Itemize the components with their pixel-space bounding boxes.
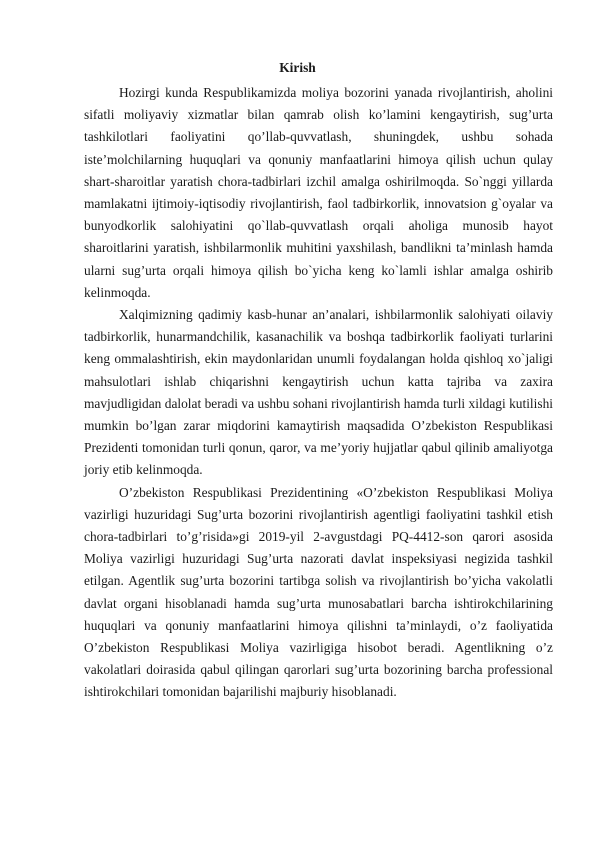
paragraph-3: O’zbekiston Respublikasi Prezidentining «O’zbekiston Respublikasi Moliya vazirligi huzuridagi Sug’urta bozorini rivojlantirish agentligi faoliyatini tashkil etish chora-tadbirlari to’g’risida»gi 2019-yil 2-avgustdagi PQ-4412-son qarori asosida Moliya vazirligi huzuridagi Sug’urta nazorati davlat inspeksiyasi negizida tashkil etilgan. Agentlik sug’urta bozorini tartibga solish va rivojlantirish bo’yicha vakolatli davlat organi hisoblanadi hamda sug’urta munosabatlari barcha ishtirokchilarining huquqlari va qonuniy manfaatlarini himoya qilishni ta’minlaydi, o’z faoliyatida O’zbekiston Respublikasi Moliya vazirligiga hisobot beradi. Agentlikning o’z vakolatlari doirasida qabul qilingan qarorlari sug’urta bozorining barcha professional ishtirokchilari tomonidan bajarilishi majburiy hisoblanadi. [84,484,553,700]
paragraph-1: Hozirgi kunda Respublikamizda moliya bozorini yanada rivojlantirish, aholini sifatli moliyaviy xizmatlar bilan qamrab olish ko’lamini kengaytirish, sug’urta tashkilotlari faoliyatini qo’llab-quvvatlash, shuningdek, ushbu sohada iste’molchilarning huquqlari va qonuniy manfaatlarini himoya qilish uchun qulay shart-sharoitlar yaratish chora-tadbirlari izchil amalga oshirilmoqda. So`nggi yillarda mamlakatni ijtimoiy-iqtisodiy rivojlantirish, faol tadbirkorlik, innovatsion g`oyalar va bunyodkorlik salohiyatini qo`llab-quvvatlash orqali aholiga munosib hayot sharoitlarini yaratish, ishbilarmonlik muhitini yaxshilash, bandlikni ta’minlash hamda ularni sug’urta orqali himoya qilish bo`yicha keng ko`lamli ishlar amalga oshirib kelinmoqda. [84,85,553,300]
page-title: Kirish [279,60,316,75]
document-body [84,82,553,704]
paragraph-2: Xalqimizning qadimiy kasb-hunar an’analari, ishbilarmonlik salohiyati oilaviy tadbirkorlik, hunarmandchilik, kasanachilik va boshqa tadbirkorlik faoliyati turlarini keng ommalashtirish, ekin maydonlaridan unumli foydalangan holda qishloq xo`jaligi mahsulotlari ishlab chiqarishni kengaytirish uchun katta tajriba va zaxira mavjudligidan dalolat beradi va ushbu sohani rivojlantirish hamda turli xildagi kutilishi mumkin bo’lgan zarar miqdorini kamaytirish maqsadida O’zbekiston Respublikasi Prezidenti tomonidan turli qonun, qaror, va me’yoriy hujjatlar qabul qilinib amaliyotga joriy etib kelinmoqda. [84,307,553,478]
